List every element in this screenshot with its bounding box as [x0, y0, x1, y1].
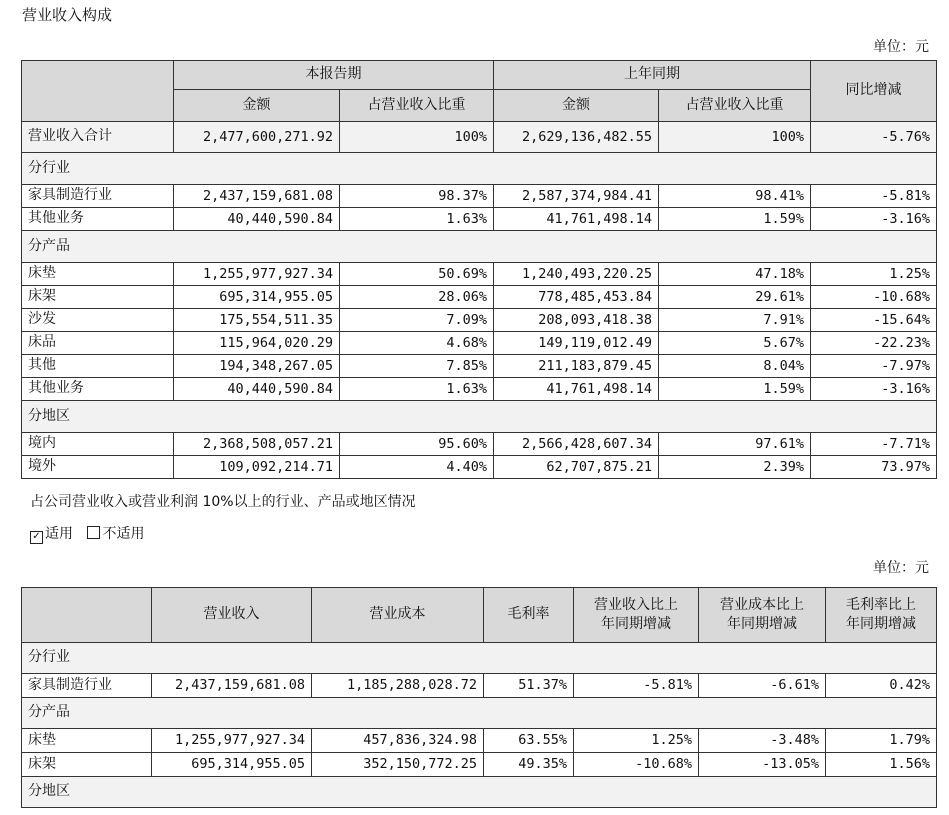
- header-margin: 毛利率: [484, 588, 574, 643]
- header-revenue-yoy: 营业收入比上 年同期增减: [574, 588, 699, 643]
- cell-prior-amount: 1,240,493,220.25: [494, 263, 659, 286]
- cell-current-share: 4.40%: [340, 456, 494, 479]
- section-row: [22, 698, 937, 729]
- cell-prior-share: 7.91%: [659, 309, 811, 332]
- table-header-row: [22, 61, 937, 90]
- cell-yoy: -7.71%: [811, 433, 937, 456]
- checkbox-empty-icon[interactable]: [87, 526, 100, 539]
- cell-prior-share: 98.41%: [659, 185, 811, 208]
- cell-revenue-yoy: -10.68%: [574, 753, 699, 777]
- section-row: [22, 231, 937, 263]
- table-row: [22, 263, 937, 286]
- cell-prior-amount: 208,093,418.38: [494, 309, 659, 332]
- section-label: 分行业: [22, 643, 937, 674]
- total-row: [22, 122, 937, 153]
- unit-label: 单位：元: [873, 560, 929, 576]
- header-cost-yoy: 营业成本比上 年同期增减: [699, 588, 826, 643]
- cell-prior-share: 97.61%: [659, 433, 811, 456]
- row-label: 沙发: [22, 309, 174, 332]
- table-row: [22, 753, 937, 777]
- table-row: [22, 332, 937, 355]
- header-period-current: 本报告期: [174, 61, 494, 90]
- table-row: [22, 456, 937, 479]
- header-blank: [22, 61, 174, 122]
- cell-current-share: 7.85%: [340, 355, 494, 378]
- section-label: 分产品: [22, 698, 937, 729]
- cell-current-amount: 40,440,590.84: [174, 208, 340, 231]
- row-label: 家具制造行业: [22, 185, 174, 208]
- page-title: 营业收入构成: [22, 6, 113, 24]
- cell-current-amount: 194,348,267.05: [174, 355, 340, 378]
- row-label: 境内: [22, 433, 174, 456]
- section-row: [22, 777, 937, 808]
- row-label: 床架: [22, 286, 174, 309]
- cell-current-amount: 175,554,511.35: [174, 309, 340, 332]
- cell-cost: 457,836,324.98: [312, 729, 484, 753]
- cell-margin: 51.37%: [484, 674, 574, 698]
- cell-margin: 63.55%: [484, 729, 574, 753]
- header-share: 占营业收入比重: [340, 90, 494, 122]
- row-label: 床垫: [22, 263, 174, 286]
- cell-yoy: 73.97%: [811, 456, 937, 479]
- section-label: 分地区: [22, 401, 937, 433]
- cell-current-amount: 1,255,977,927.34: [174, 263, 340, 286]
- row-label: 营业收入合计: [22, 122, 174, 153]
- cell-prior-amount: 41,761,498.14: [494, 378, 659, 401]
- cell-prior-share: 5.67%: [659, 332, 811, 355]
- cell-current-amount: 40,440,590.84: [174, 378, 340, 401]
- cell-prior-amount: 2,587,374,984.41: [494, 185, 659, 208]
- row-label: 家具制造行业: [22, 674, 152, 698]
- row-label: 床垫: [22, 729, 152, 753]
- row-label: 床架: [22, 753, 152, 777]
- header-margin-yoy: 毛利率比上 年同期增减: [826, 588, 937, 643]
- note-text: 占公司营业收入或营业利润 10%以上的行业、产品或地区情况: [30, 494, 416, 510]
- cell-yoy: -22.23%: [811, 332, 937, 355]
- cell-cost-yoy: -13.05%: [699, 753, 826, 777]
- option-applicable: 适用: [45, 526, 73, 542]
- cell-prior-amount: 41,761,498.14: [494, 208, 659, 231]
- cell-prior-amount: 211,183,879.45: [494, 355, 659, 378]
- checkbox-checked-icon[interactable]: ✓: [30, 531, 43, 544]
- cell-yoy: -3.16%: [811, 378, 937, 401]
- cell-prior-amount: 2,629,136,482.55: [494, 122, 659, 153]
- cell-current-share: 1.63%: [340, 378, 494, 401]
- cell-current-share: 98.37%: [340, 185, 494, 208]
- cell-yoy: 1.25%: [811, 263, 937, 286]
- row-label: 其他: [22, 355, 174, 378]
- cell-current-amount: 2,477,600,271.92: [174, 122, 340, 153]
- cell-cost-yoy: -6.61%: [699, 674, 826, 698]
- cell-margin: 49.35%: [484, 753, 574, 777]
- header-period-prior: 上年同期: [494, 61, 811, 90]
- cell-prior-share: 29.61%: [659, 286, 811, 309]
- cell-prior-amount: 2,566,428,607.34: [494, 433, 659, 456]
- cell-revenue: 695,314,955.05: [152, 753, 312, 777]
- cell-prior-share: 8.04%: [659, 355, 811, 378]
- cell-prior-amount: 149,119,012.49: [494, 332, 659, 355]
- cell-current-amount: 115,964,020.29: [174, 332, 340, 355]
- cell-current-share: 1.63%: [340, 208, 494, 231]
- cell-cost: 1,185,288,028.72: [312, 674, 484, 698]
- cell-current-share: 95.60%: [340, 433, 494, 456]
- header-amount: 金额: [174, 90, 340, 122]
- section-label: 分产品: [22, 231, 937, 263]
- table-row: [22, 208, 937, 231]
- header-revenue: 营业收入: [152, 588, 312, 643]
- table-row: [22, 286, 937, 309]
- cell-current-share: 4.68%: [340, 332, 494, 355]
- table-row: [22, 355, 937, 378]
- cell-current-amount: 2,437,159,681.08: [174, 185, 340, 208]
- applicability-options: [30, 523, 154, 544]
- cell-margin-yoy: 1.56%: [826, 753, 937, 777]
- cell-revenue-yoy: 1.25%: [574, 729, 699, 753]
- table-row: [22, 433, 937, 456]
- cell-yoy: -7.97%: [811, 355, 937, 378]
- row-label: 床品: [22, 332, 174, 355]
- cell-current-share: 28.06%: [340, 286, 494, 309]
- cell-prior-share: 1.59%: [659, 208, 811, 231]
- cell-current-share: 100%: [340, 122, 494, 153]
- cell-revenue-yoy: -5.81%: [574, 674, 699, 698]
- table-row: [22, 674, 937, 698]
- cell-yoy: -10.68%: [811, 286, 937, 309]
- table-row: [22, 378, 937, 401]
- header-share: 占营业收入比重: [659, 90, 811, 122]
- cell-current-share: 7.09%: [340, 309, 494, 332]
- row-label: 其他业务: [22, 208, 174, 231]
- cell-prior-share: 47.18%: [659, 263, 811, 286]
- section-label: 分行业: [22, 153, 937, 185]
- row-label: 其他业务: [22, 378, 174, 401]
- header-yoy: 同比增减: [811, 61, 937, 122]
- option-not-applicable: 不适用: [102, 526, 145, 542]
- cell-prior-share: 2.39%: [659, 456, 811, 479]
- cell-margin-yoy: 0.42%: [826, 674, 937, 698]
- cell-yoy: -3.16%: [811, 208, 937, 231]
- header-blank: [22, 588, 152, 643]
- section-label: 分地区: [22, 777, 937, 808]
- cell-cost: 352,150,772.25: [312, 753, 484, 777]
- header-amount: 金额: [494, 90, 659, 122]
- cell-yoy: -5.81%: [811, 185, 937, 208]
- table-header-row: [22, 588, 937, 643]
- header-cost: 营业成本: [312, 588, 484, 643]
- cell-cost-yoy: -3.48%: [699, 729, 826, 753]
- cell-yoy: -15.64%: [811, 309, 937, 332]
- cell-current-amount: 109,092,214.71: [174, 456, 340, 479]
- cell-margin-yoy: 1.79%: [826, 729, 937, 753]
- table-row: [22, 185, 937, 208]
- cell-revenue: 2,437,159,681.08: [152, 674, 312, 698]
- row-label: 境外: [22, 456, 174, 479]
- table-row: [22, 309, 937, 332]
- section-row: [22, 153, 937, 185]
- table-row: [22, 729, 937, 753]
- cell-revenue: 1,255,977,927.34: [152, 729, 312, 753]
- cell-current-share: 50.69%: [340, 263, 494, 286]
- section-row: [22, 643, 937, 674]
- cell-current-amount: 695,314,955.05: [174, 286, 340, 309]
- cell-prior-share: 100%: [659, 122, 811, 153]
- section-row: [22, 401, 937, 433]
- cell-prior-amount: 62,707,875.21: [494, 456, 659, 479]
- cell-yoy: -5.76%: [811, 122, 937, 153]
- cell-prior-amount: 778,485,453.84: [494, 286, 659, 309]
- cell-prior-share: 1.59%: [659, 378, 811, 401]
- revenue-composition-table: [21, 60, 937, 479]
- unit-label: 单位：元: [873, 39, 929, 55]
- cell-current-amount: 2,368,508,057.21: [174, 433, 340, 456]
- major-segments-table: [21, 587, 937, 808]
